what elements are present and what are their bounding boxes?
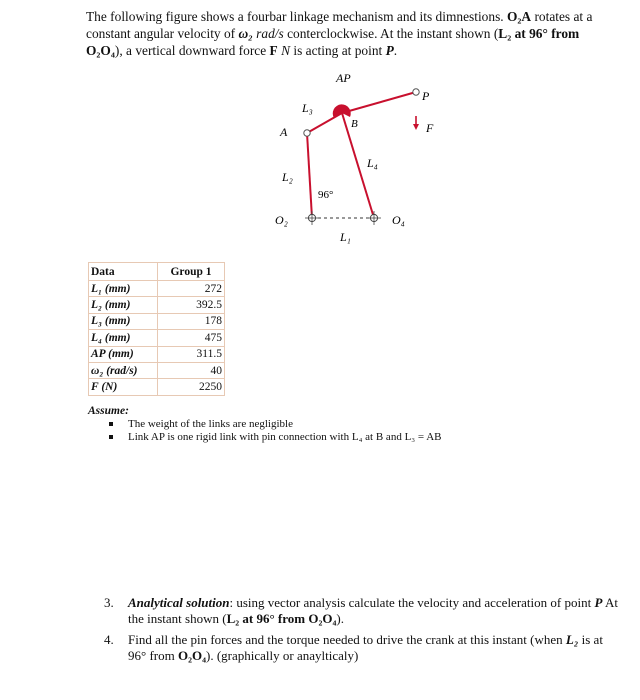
ground-symbol: O₂O₄ [86,43,115,58]
q3-text: ). [336,611,345,626]
row-label-ap: AP (mm) [89,346,158,362]
q3-text: : using vector analysis calculate the velocity and acceleration of point [229,595,595,610]
row-value-l4: 475 [158,330,225,346]
link-l2 [307,133,312,218]
intro-text: rotates at a constant angular velocity of [86,9,593,41]
intro-angle: at 96° from [511,26,580,41]
q3-text: at 96° from [239,611,309,626]
joint-b-shape [333,104,351,118]
q3-text: At the instant shown ( [128,595,618,626]
assume-title: Assume: [88,405,129,417]
intro-text: ), a vertical downward force [114,43,270,58]
point-symbol: P [385,43,394,58]
label-l1: L₁ [340,230,351,244]
label-f: F [426,121,434,135]
row-label-l4: L₄ (mm) [89,330,158,346]
question-number: 4. [104,632,114,647]
label-b: B [351,118,358,130]
row-label-l2: L₂ (mm) [89,297,158,313]
omega-unit: rad/s [252,26,284,41]
list-item: Link AP is one rigid link with pin connection with L₄ at B and L₃ = AB [108,431,442,444]
table-header-data: Data [89,263,158,281]
table-row [89,281,225,297]
pin-p [413,89,419,95]
table-row [89,313,225,329]
label-o2: O₂ [275,213,288,227]
question-3 [104,595,624,627]
row-label-omega: ω₂ (rad/s) [89,362,158,378]
table-row [89,330,225,346]
problem-intro [86,8,614,59]
fourbar-linkage-figure [250,64,450,254]
pin-a [304,130,310,136]
q4-text: ). (graphically or anaylticaly) [206,648,359,663]
questions [104,595,624,669]
row-value-ap: 311.5 [158,346,225,362]
table-row [89,297,225,313]
force-unit: N [277,43,291,58]
q3-bold: Analytical solution [128,595,230,610]
force-arrow-head [413,124,419,130]
force-symbol: F [269,43,278,58]
table-row [89,362,225,378]
row-value-force: 2250 [158,379,225,395]
label-o4: O₄ [392,213,405,227]
row-value-l3: 178 [158,313,225,329]
table-row [89,346,225,362]
assume-list [108,418,442,444]
q4-ground: O₂O₄ [177,648,206,663]
intro-text: The following figure shows a fourbar linkage mechanism and its dimnestions. [86,9,507,24]
intro-text: conterclockwise. At the instant shown ( [283,26,499,41]
row-label-l3: L₃ (mm) [89,313,158,329]
q4-text: Find all the pin forces and the torque needed to drive the crank at this instant (when [128,632,566,647]
crank-symbol: O₂A [506,9,532,24]
q3-l2: L₂ [226,611,240,626]
question-4 [104,632,624,664]
row-value-l2: 392.5 [158,297,225,313]
q4-text: is at 96° from [128,632,603,663]
omega-symbol: ω₂ [238,26,253,41]
l2-symbol: L₂ [498,26,512,41]
q4-l2: L₂ [565,632,579,647]
table-row [89,379,225,395]
q3-ground: O₂O₄ [308,611,337,626]
intro-text: is acting at point [290,43,386,58]
row-label-force: F (N) [89,379,158,395]
link-ap-extension [342,92,416,113]
table-header-row [89,263,225,281]
label-p: P [422,89,430,103]
list-item: The weight of the links are negligible [108,418,442,431]
question-number: 3. [104,595,114,610]
table-header-group: Group 1 [158,263,225,281]
label-a: A [280,125,288,139]
label-l4: L₄ [367,156,378,170]
row-label-l1: L₁ (mm) [89,281,158,297]
data-table [88,262,225,396]
label-l3: L₃ [302,101,313,115]
label-angle: 96° [318,189,334,201]
q3-point: P [594,595,603,610]
row-value-l1: 272 [158,281,225,297]
intro-text: . [393,43,398,58]
label-ap: AP [336,71,351,85]
label-l2: L₂ [282,170,293,184]
row-value-omega: 40 [158,362,225,378]
